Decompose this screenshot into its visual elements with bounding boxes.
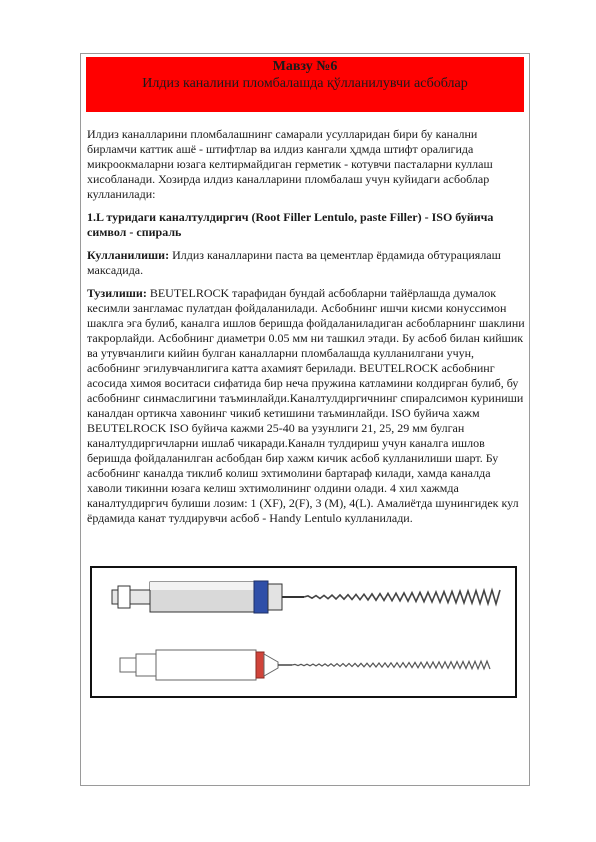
lentulo-illustration <box>92 568 515 696</box>
red-ring <box>256 652 264 678</box>
intro-paragraph: Илдиз каналларини пломбалашнинг самарали усулларидан бири бу канални бирламчи каттик ашё - штифтлар ва илдиз кангали ҳдмда штифт оралигида микроокмаларни юзага келтирмайдиган герметик - котувчи пасталарни куллаш хисобланади. Хозирда илдиз каналларини пломбалаш учун куйидаги асбоблар кулланилади: <box>87 127 493 201</box>
structure-paragraph <box>87 286 525 526</box>
structure-label: Тузилиши: <box>87 286 147 300</box>
page-frame <box>80 53 530 786</box>
usage-paragraph <box>87 248 525 278</box>
document-body <box>87 127 525 534</box>
section-title: 1.L туридаги каналтулдиргич (Root Filler Lentulo, paste Filler) - ISO буйича символ - спираль <box>87 210 494 239</box>
topic-header <box>86 57 524 112</box>
usage-label: Кулланилиши: <box>87 248 170 262</box>
topic-title: Илдиз каналини пломбалашда қўлланилувчи асбоблар <box>142 76 468 91</box>
usage-text: Илдиз каналларини паста ва цементлар ёрдамида обтурациялаш максадида. <box>87 248 501 277</box>
topic-number: Мавзу №6 <box>272 59 338 74</box>
blue-ring <box>254 581 268 613</box>
lentulo-instrument-bottom <box>120 650 490 680</box>
lentulo-instrument-top <box>112 581 500 613</box>
lentulo-figure <box>90 566 517 698</box>
structure-text: BEUTELROCK тарафидан бундай асбобларни тайёрлашда думалок кесимли зангламас пулатдан фойдаланилади. Асбобнинг ишчи кисми конуссимон шаклга эга булиб, каналга ишлов беришда фойдаланиладиган асбобларнинг шаклини такрорлайди. Асбобнинг диаметри 0.05 мм ни ташкил этади. Бу асбоб билан кийшик ва утувчанлиги кийин булган каналларни пломбалашда кулланилгани учун, асбобнинг эгилувчанлигига катта ахамият берилади. BEUTELROCK асбобнинг асосида химоя воситаси сифатида бир неча пружина катламини колдирган булиб, бу асбобнинг синмаслигини таъминлайди.Каналтулдиргичнинг спиралсимон куриниши каналдан ортикча хавонинг чикиб кетишини таъминлайди. ISO буйича хажм BEUTELROCK ISO буйича кажми 25-40 ва узунлиги 21, 25, 29 мм булган каналтулдиргичларни ишлаб чикаради.Каналн тулдириш учун каналга ишлов беришда фойдаланилган асбобдан бир хажм кичик асбоб кулланилиши шарт. Бу асбобнинг каналда тиклиб колиш эхтимолини бартараф килади, хамда каналда хаволи тикинни юзага келиш эхтимолининг олдини олади. 4 хил хажмда каналтулдиргич булиши лозим: 1 (XF), 2(F), 3 (M), 4(L). Амалиётда шунингидек кул ёрдамида канат тулдирувчи асбоб - Handy Lentulo кулланилади. <box>87 286 525 525</box>
